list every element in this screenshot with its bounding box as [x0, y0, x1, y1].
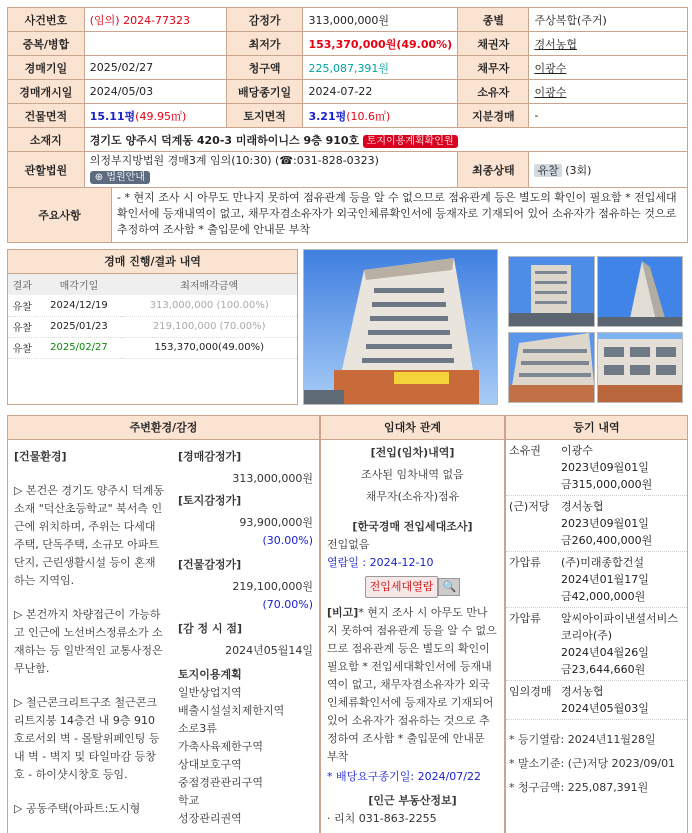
registry-kind: 가압류	[509, 612, 541, 625]
col-min-price: 최저매각금액	[121, 274, 297, 295]
claim-label: 청구액	[226, 56, 303, 80]
registry-kind: 소유권	[509, 444, 541, 457]
table-row	[8, 337, 297, 358]
case-no: (임의) 2024-77323	[84, 8, 226, 32]
building-area	[84, 104, 226, 128]
appraisal-date-heading: [감 정 시 점]	[178, 622, 243, 635]
final-status-count: (3회)	[565, 163, 592, 177]
auction-progress	[7, 249, 298, 405]
owner-label: 소유자	[458, 80, 529, 104]
type-label: 종별	[458, 8, 529, 32]
land-area-label: 토지면적	[226, 104, 303, 128]
address-text: 경기도 양주시 덕계동 420-3 미래하이니스 9층 910호	[89, 133, 360, 147]
appraisal-heading: [경매감정가]	[178, 450, 242, 463]
appraisal-total: 313,000,000원	[232, 472, 313, 485]
nearby-realtor-item: · 리치 031-863-2255	[327, 812, 437, 825]
registry-amount: 금315,000,000원	[561, 478, 653, 491]
main-building-photo[interactable]	[303, 249, 498, 405]
registry-claim: * 청구금액: 225,087,391원	[509, 781, 649, 794]
land-plan-item: 배출시설설치제한지역	[178, 704, 285, 717]
registry-amount: 금260,400,000원	[561, 534, 653, 547]
owner-link[interactable]: 이광수	[529, 80, 688, 104]
col-date: 매각기일	[36, 274, 121, 295]
row-result: 유찰	[8, 337, 36, 358]
building-appraisal: 219,100,000원	[232, 580, 313, 593]
claim-amount: 225,087,391원	[303, 56, 458, 80]
table-row	[8, 316, 297, 337]
land-area-pyeong: 3.21평	[308, 109, 347, 123]
table-row	[506, 552, 687, 608]
land-appraisal: 93,900,000원	[239, 516, 313, 529]
debtor-link[interactable]: 이광수	[529, 56, 688, 80]
registry-holder: 경서농협	[561, 500, 604, 513]
env-paragraph: ▷ 본건까지 차량접근이 가능하고 인근에 노선버스정류소가 소재하는 등 일반적인 교통사정은 무난함.	[14, 608, 163, 675]
table-row	[8, 295, 297, 316]
land-appraisal-pct: (30.00%)	[262, 534, 313, 547]
auction-progress-title: 경매 진행/결과 내역	[8, 250, 297, 274]
building-photo-3[interactable]	[597, 256, 683, 327]
final-status-label: 최종상태	[458, 152, 529, 188]
registry-amount: 금42,000,000원	[561, 590, 646, 603]
nearby-realtor-heading: [인근 부동산정보]	[368, 794, 457, 807]
building-appraisal-heading: [건물감정가]	[178, 558, 242, 571]
key-notes-text: - * 현지 조사 시 아무도 만나지 못하여 점유관계 등을 알 수 없으므로 점유관계 등은 별도의 확인이 필요함 * 전입세대확인서에 등재내역이 없고, 채무자겸소유자가 외국인체류확인서에 등재자로 기재되어 있어 소유자가 점유하는 것으로 추정하여 조사함 * 출입문에 안내문 부착	[117, 191, 677, 236]
key-notes	[7, 187, 688, 243]
col-result: 결과	[8, 274, 36, 295]
building-area-pyeong: 15.11평	[89, 109, 136, 123]
registry-table	[506, 440, 687, 720]
table-row	[506, 440, 687, 496]
address-label: 소재지	[8, 128, 85, 152]
building-area-m2: (49.95㎡)	[135, 109, 187, 123]
key-notes-label: 주요사항	[8, 188, 112, 242]
row-date: 2025/01/23	[36, 316, 121, 337]
deadline-label: 배당종기일	[226, 80, 303, 104]
creditor-label: 채권자	[458, 32, 529, 56]
registry-date: 2023년09월01일	[561, 461, 649, 474]
household-survey-result: 전입없음	[327, 538, 370, 551]
row-price: 313,000,000 (100.00%)	[121, 295, 297, 316]
auction-date: 2025/02/27	[84, 56, 226, 80]
registry-holder: (주)미래종합건설	[561, 556, 644, 569]
remarks-text: * 현지 조사 시 아무도 만나지 못하여 점유관계 등을 알 수 없으므로 점유관계 등은 별도의 확인이 필요함 * 전입세대확인서에 등재내역이 없고, 채무자겸소유자가 외국인체류확인서에 등재자로 기재되어 있어 소유자가 점유하는 것으로 추정하여 조사함 * 출입문에 안내문 부착	[327, 606, 497, 763]
lease-title: 임대차 관계	[321, 416, 504, 440]
address	[84, 128, 687, 152]
share-label: 지분경매	[458, 104, 529, 128]
land-plan-item: 가축사육제한구역	[178, 740, 264, 753]
court-label: 관할법원	[8, 152, 85, 188]
building-photo-5[interactable]	[597, 332, 683, 403]
appraisal-breakdown	[178, 448, 313, 828]
court-info	[84, 152, 457, 188]
building-photo-4[interactable]	[508, 332, 595, 403]
row-result: 유찰	[8, 295, 36, 316]
land-plan-item: 학교	[178, 794, 200, 807]
min-price: 153,370,000원(49.00%)	[303, 32, 458, 56]
household-survey-heading: [한국경매 전입세대조사]	[352, 520, 473, 533]
appraisal-value: 313,000,000원	[303, 8, 458, 32]
registry-date: 2024년05월03일	[561, 702, 649, 715]
registry-holder: 이광수	[561, 444, 593, 457]
land-area-m2: (10.6㎡)	[346, 109, 391, 123]
appraisal-date: 2024년05월14일	[225, 644, 313, 657]
court-guide-label: 법원안내	[106, 172, 145, 183]
registry-date: 2023년09월01일	[561, 517, 649, 530]
registry-date: 2024년01월17일	[561, 573, 649, 586]
surroundings-title: 주변환경/감정	[8, 416, 319, 440]
building-env	[14, 448, 164, 818]
registry-holder: 경서농협	[561, 685, 604, 698]
appraisal-label: 감정가	[226, 8, 303, 32]
auction-progress-table	[8, 274, 297, 359]
row-date: 2025/02/27	[36, 337, 121, 358]
dup-value	[84, 32, 226, 56]
case-info-table	[7, 7, 688, 188]
land-plan-item: 일반상업지역	[178, 686, 242, 699]
registry-view-date: * 등기열람: 2024년11월28일	[509, 733, 656, 746]
lease-body	[321, 440, 504, 832]
share-value: -	[529, 104, 688, 128]
table-row	[506, 496, 687, 552]
row-price: 153,370,000(49.00%)	[121, 337, 297, 358]
building-env-heading: [건물환경]	[14, 450, 67, 463]
table-row	[506, 608, 687, 681]
lease-section	[320, 415, 505, 833]
land-plan-button[interactable]: 토지이용계획확인원	[363, 135, 458, 148]
open-date: 2024/05/03	[84, 80, 226, 104]
registry-title: 등기 내역	[506, 416, 687, 440]
registry-base: * 말소기준: (근)저당 2023/09/01	[509, 757, 676, 770]
land-appraisal-heading: [토지감정가]	[178, 494, 242, 507]
registry-section	[505, 415, 688, 833]
building-photo-2[interactable]	[508, 256, 595, 327]
deadline-date: 2024-07-22	[303, 80, 458, 104]
court-guide-button[interactable]: ⊕ 법원안내	[90, 171, 150, 184]
auction-date-label: 경매기일	[8, 56, 85, 80]
tenancy-occupant: 채무자(소유자)점유	[365, 490, 460, 503]
row-date: 2024/12/19	[36, 295, 121, 316]
registry-holder: 알씨아이파이낸셜서비스코리아(주)	[561, 612, 678, 642]
min-price-label: 최저가	[226, 32, 303, 56]
creditor-link[interactable]: 경서농협	[529, 32, 688, 56]
final-status-chip: 유찰	[534, 164, 561, 177]
registry-footer	[506, 720, 687, 800]
dividend-deadline: * 배당요구종기일: 2024/07/22	[327, 770, 481, 783]
row-price: 219,100,000 (70.00%)	[121, 316, 297, 337]
surroundings-section	[7, 415, 320, 833]
court-name: 의정부지방법원 경매3계 임의(10:30)	[89, 154, 272, 167]
land-plan-item: 상대보호구역	[178, 758, 242, 771]
land-plan-item: 소로3류	[178, 722, 217, 735]
court-phone: (☎:031-828-0323)	[275, 154, 379, 167]
registry-amount: 금23,644,660원	[561, 663, 646, 676]
building-appraisal-pct: (70.00%)	[262, 598, 313, 611]
tenancy-heading: [전입(임차)내역]	[370, 446, 455, 459]
building-area-label: 건물면적	[8, 104, 85, 128]
land-plan-item: 중점경관관리구역	[178, 776, 264, 789]
remarks-heading: [비고]	[327, 606, 359, 619]
env-paragraph: ▷ 공동주택(아파트:도시형	[14, 802, 141, 815]
registry-kind: 가압류	[509, 556, 541, 569]
land-plan-heading: 토지이용계획	[178, 668, 242, 681]
household-survey-date: 열람일 : 2024-12-10	[327, 556, 434, 569]
household-view-button[interactable]: 전입세대열람	[365, 576, 439, 598]
row-result: 유찰	[8, 316, 36, 337]
land-plan-item: 성장관리권역	[178, 812, 242, 825]
final-status	[529, 152, 688, 188]
open-date-label: 경매개시일	[8, 80, 85, 104]
registry-date: 2024년04월26일	[561, 646, 649, 659]
search-icon[interactable]: 🔍	[438, 578, 460, 596]
registry-kind: (근)저당	[509, 500, 550, 513]
env-paragraph: ▷ 철근콘크리트구조 철근콘크리트지붕 14층건 내 9층 910호로서외 벽 - 몰탈위페인팅 등내 벽 - 벽지 및 타일마감 등창 호 - 하이샷시창호 등임.	[14, 696, 160, 781]
tenancy-none: 조사된 임차내역 없음	[361, 468, 464, 481]
debtor-label: 채무자	[458, 56, 529, 80]
case-no-label: 사건번호	[8, 8, 85, 32]
dup-label: 중복/병합	[8, 32, 85, 56]
land-area	[303, 104, 458, 128]
type-value: 주상복합(주거)	[529, 8, 688, 32]
table-row	[506, 681, 687, 720]
registry-kind: 임의경매	[509, 685, 552, 698]
env-paragraph: ▷ 본건은 경기도 양주시 덕계동 소재 "덕산초등학교" 북서측 인근에 위치하며, 주위는 다세대주택, 단독주택, 소규모 아파트단지, 근린생활시설 등이 혼재하는 지역임.	[14, 484, 164, 587]
